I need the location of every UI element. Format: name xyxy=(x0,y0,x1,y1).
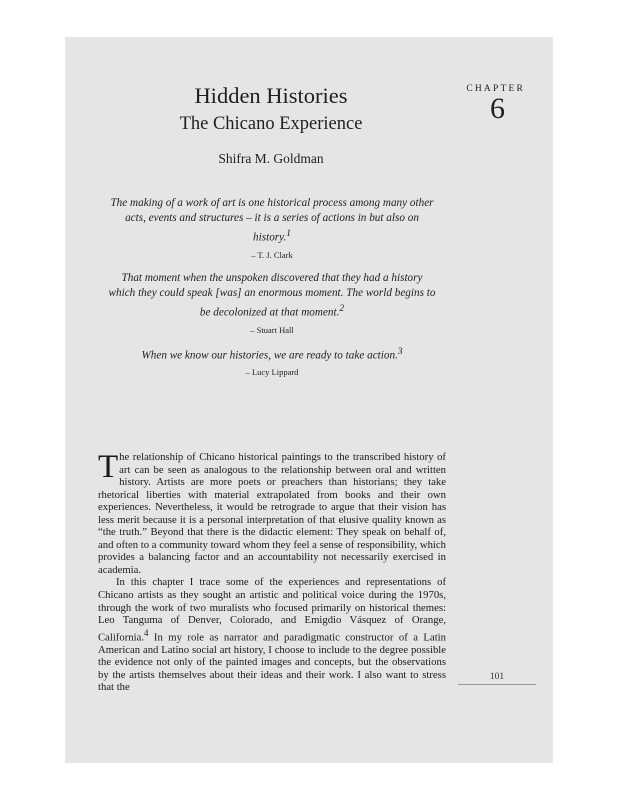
epigraph xyxy=(107,345,437,377)
paragraph: The relationship of Chicano historical paintings to the transcribed history of art can be seen as analogous to the relationship between oral and written history. Artists are more poets or preachers than historians; they take rhetorical liberties with material extrapolated from books and their own experiences. Nevertheless, it would be retrograde to argue that their vision has less merit because it is a personal interpretation of that elusive quality known as “the truth.” Beyond that there is the didactic element: They speak on behalf of, and often to a community toward whom they feel a sense of responsibility, which provides a balancing factor and an accountability not necessarily exercised in academia. xyxy=(98,449,446,576)
chapter-title: Hidden Histories xyxy=(194,83,348,108)
epigraph-attribution: – Stuart Hall xyxy=(250,324,294,335)
book-page xyxy=(65,37,553,763)
epigraph-quote: The making of a work of art is one historical process among many other acts, events and structures – it is a series of actions in but also on history.$^1$ xyxy=(110,197,434,244)
footnote-marker: 3 xyxy=(397,347,403,357)
chapter-label: CHAPTER xyxy=(466,84,525,94)
chapter-subtitle: The Chicano Experience xyxy=(179,114,363,134)
footnote-marker: 1 xyxy=(286,228,291,239)
author-name: Shifra M. Goldman xyxy=(218,151,324,166)
body-text xyxy=(98,451,446,694)
footnote-marker: 2 xyxy=(339,303,345,314)
drop-cap: T xyxy=(98,449,119,485)
epigraph xyxy=(107,271,437,335)
epigraph-quote: That moment when the unspoken discovered that they had a history which they could speak [was] an enormous moment. The world begins to be decolonized at that moment.$^2$ xyxy=(108,272,436,319)
chapter-number: 6 xyxy=(490,92,505,125)
paragraph: In this chapter I trace some of the experiences and representations of Chicano artists as they sought an artistic and political voice during the 1970s, through the work of two muralists who focused primarily on historical themes: Leo Tanguma of Denver, Colorado, and Emigdio Vásquez of Orange, California.$^4$ In my role as narrator and paradigmatic constructor of a Latin American and Latino social art history, I choose to include to the degree possible the evidence not only of the painted images and concepts, but the observations by the artists themselves about their ideas and their work. I also want to stress that the xyxy=(98,576,446,694)
footnote-marker: 4 xyxy=(144,627,149,638)
epigraph-attribution: – T. J. Clark xyxy=(251,249,293,260)
page-number: 101 xyxy=(458,672,536,685)
epigraph xyxy=(107,196,437,260)
epigraph-attribution: – Lucy Lippard xyxy=(245,366,299,377)
epigraph-quote: When we know our histories, we are ready to take action.$^3$ xyxy=(141,347,403,362)
